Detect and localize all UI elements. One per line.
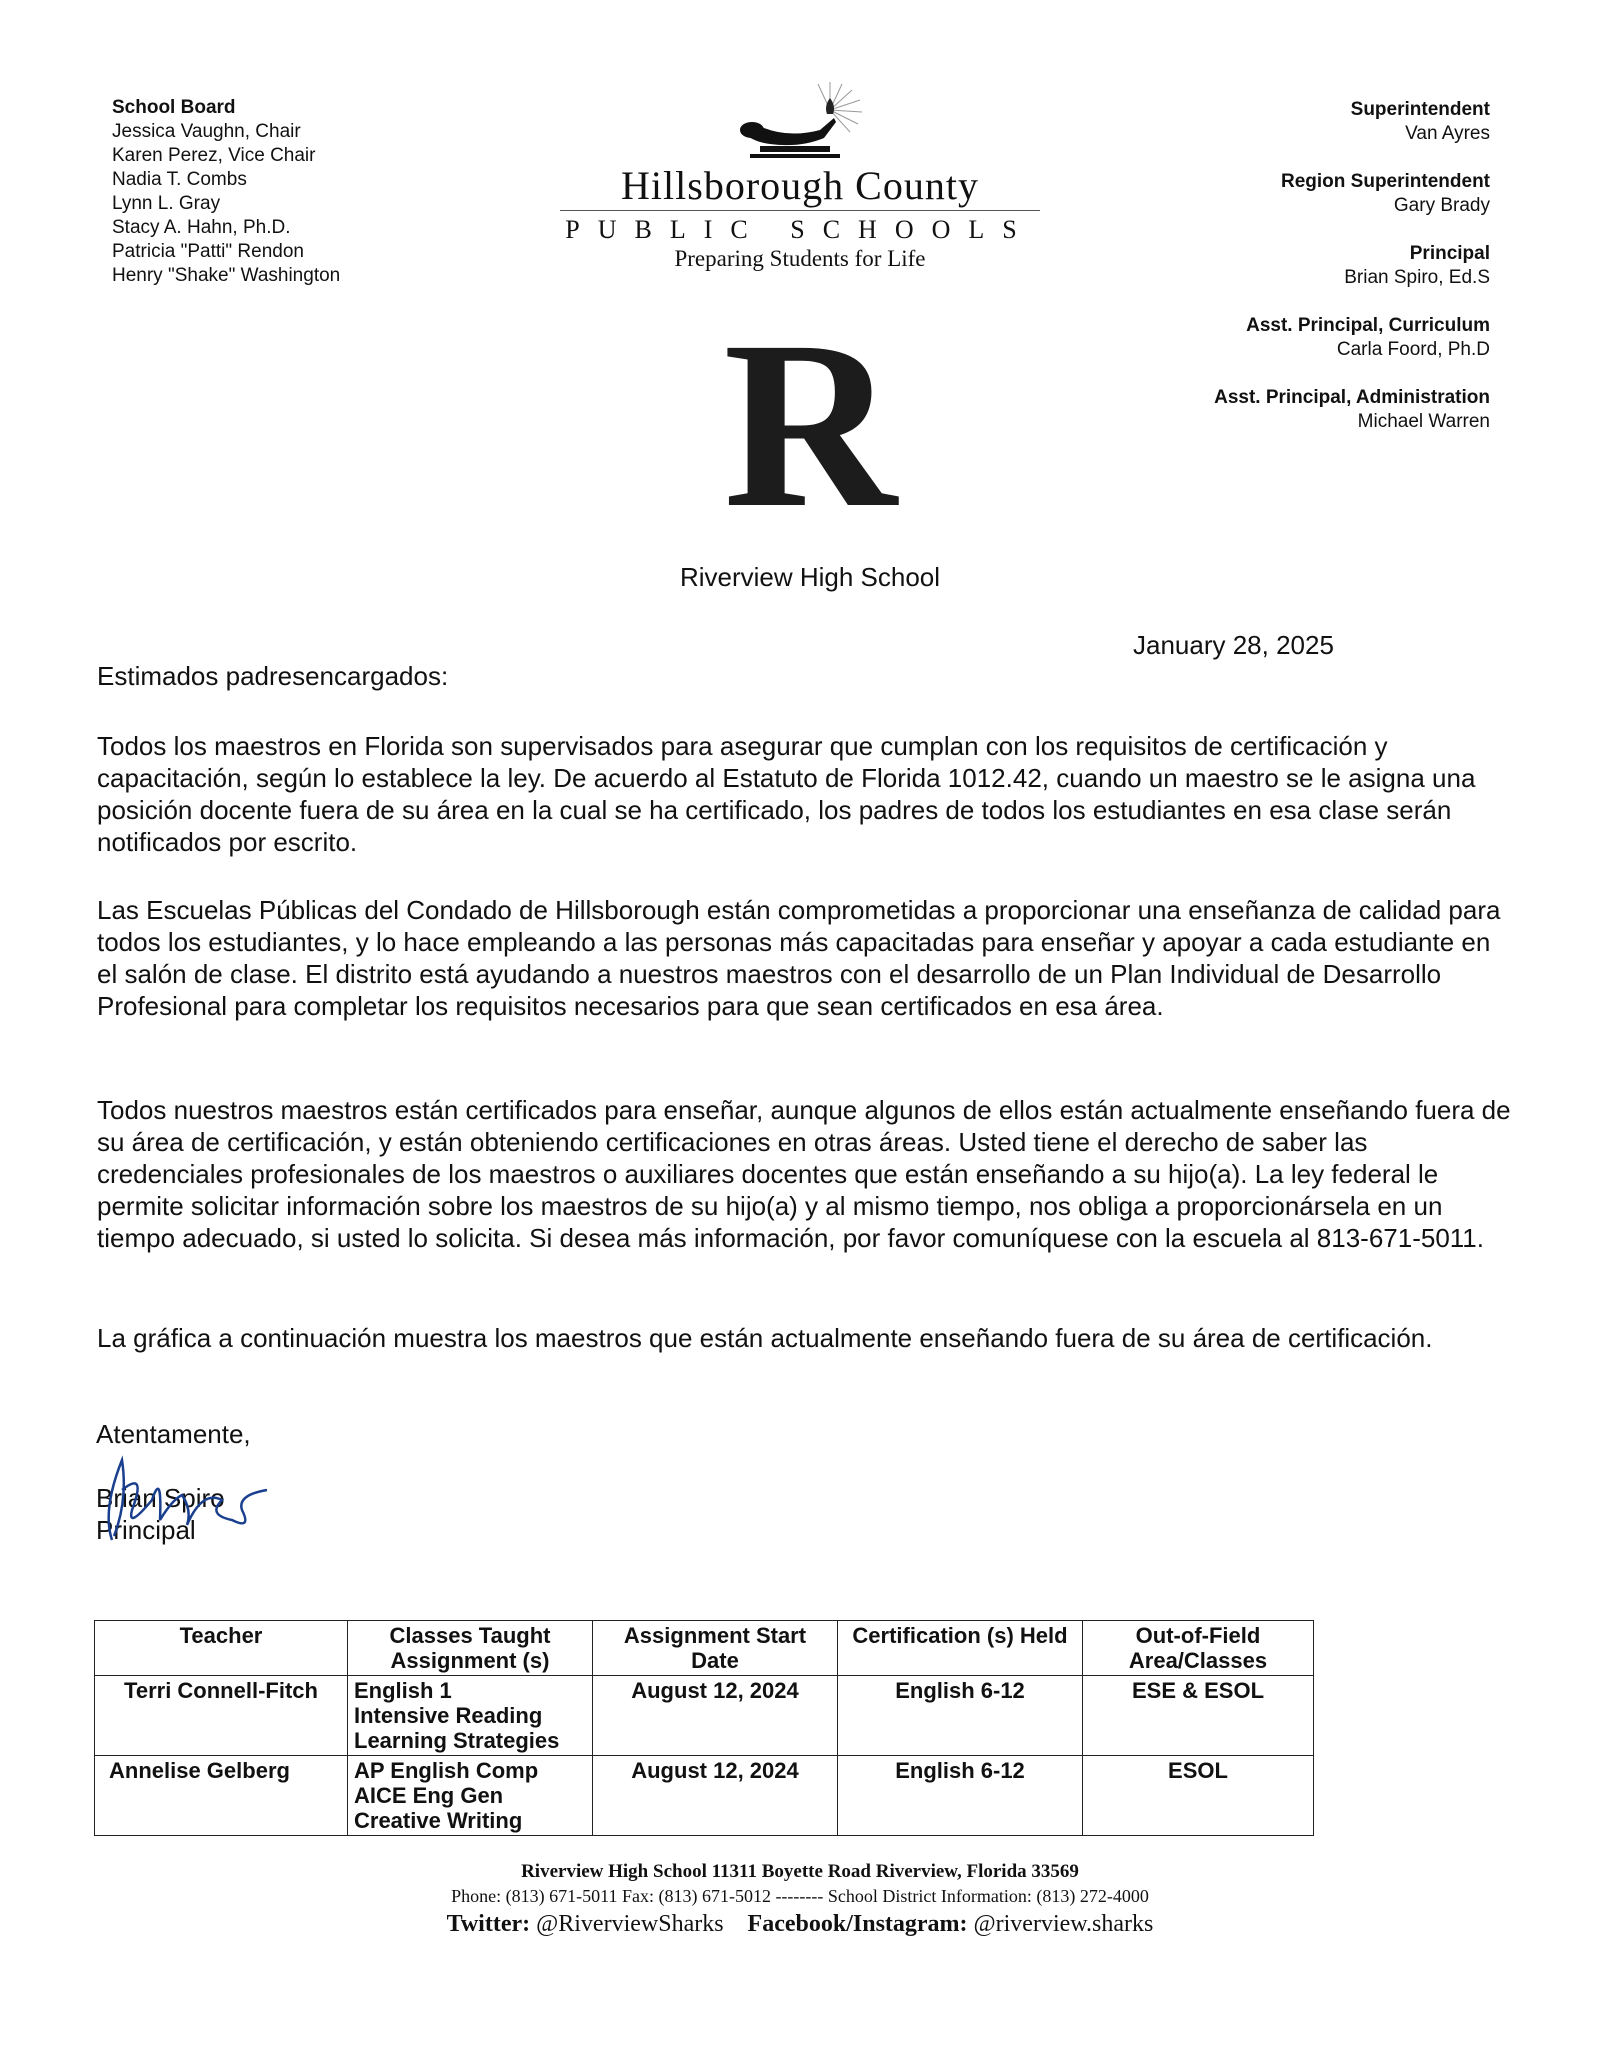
letter-date: January 28, 2025 (1133, 630, 1334, 660)
col-out-of-field: Out-of-Field Area/Classes (1083, 1621, 1314, 1676)
facebook-handle[interactable]: @riverview.sharks (973, 1911, 1154, 1937)
admin-title: Region Superintendent (1281, 171, 1490, 192)
paragraph-1: Todos los maestros en Florida son supervisados para asegurar que cumplan con los requisitos de certificación y capacitación, según lo establece la ley. De acuerdo al Estatuto de Florida 1012.42, cuando un maestro se le asigna una posición docente fuera de su área en la cual se ha certificado, los padres de todos los estudiantes en esa clase serán notificados por escrito. (97, 731, 1476, 857)
admin-name: Brian Spiro, Ed.S (1344, 267, 1490, 288)
closing: Atentamente, (96, 1419, 251, 1449)
teacher-cell: Terri Connell-Fitch (95, 1676, 348, 1756)
certification-cell: English 6-12 (838, 1676, 1083, 1756)
district-name: Hillsborough County (621, 163, 979, 208)
signer-name: Brian Spiro (96, 1483, 225, 1513)
footer-address: Riverview High School 11311 Boyette Road Riverview, Florida 33569 (521, 1861, 1079, 1882)
start-date-cell: August 12, 2024 (593, 1756, 838, 1836)
admin-name: Van Ayres (1405, 123, 1490, 144)
admin-name: Gary Brady (1393, 195, 1490, 216)
classes-cell (348, 1676, 593, 1756)
board-member: Nadia T. Combs (112, 169, 247, 190)
admin-title: Asst. Principal, Curriculum (1246, 315, 1490, 336)
salutation: Estimados padresencargados: (97, 661, 449, 691)
admin-entry (1214, 314, 1490, 362)
admin-title: Principal (1409, 243, 1490, 264)
class-item: AP English Comp (354, 1758, 539, 1783)
paragraph-3: Todos nuestros maestros están certificados para enseñar, aunque algunos de ellos están actualmente enseñando fuera de su área de certificación, y están obteniendo certificaciones en otras áreas. Usted tiene el derecho de saber las credenciales profesionales de los maestros o auxiliares docentes que están enseñando a su hijo(a). La ley federal le permite solicitar información sobre los maestros de su hijo(a) y al mismo tiempo, nos obliga a proporcionársela en un tiempo adecuado, si usted lo solicita. Si desea más información, por favor comuníquese con la escuela al 813-671-5011. (97, 1095, 1511, 1253)
admin-name: Michael Warren (1357, 411, 1490, 432)
district-subtitle: PUBLIC SCHOOLS (560, 210, 1040, 245)
class-item: AICE Eng Gen (354, 1783, 504, 1808)
board-member: Jessica Vaughn, Chair (112, 121, 301, 142)
teacher-cell: Annelise Gelberg (95, 1756, 348, 1836)
school-name: Riverview High School (679, 562, 941, 592)
district-logo (560, 80, 1040, 273)
col-certification: Certification (s) Held (838, 1621, 1083, 1676)
board-member: Stacy A. Hahn, Ph.D. (112, 217, 291, 238)
footer-phone: Phone: (813) 671-5011 Fax: (813) 671-5012 -------- School District Information: (813) 272-4000 (451, 1886, 1149, 1906)
footer (300, 1860, 1300, 1940)
facebook-label: Facebook/Instagram: (747, 1911, 968, 1937)
certification-cell: English 6-12 (838, 1756, 1083, 1836)
col-teacher: Teacher (95, 1621, 348, 1676)
admin-title: Asst. Principal, Administration (1214, 387, 1490, 408)
col-start-date: Assignment Start Date (593, 1621, 838, 1676)
board-member: Henry "Shake" Washington (112, 265, 341, 286)
col-classes: Classes Taught Assignment (s) (348, 1621, 593, 1676)
table-header-row (95, 1621, 1314, 1676)
admin-entry (1214, 242, 1490, 290)
district-tagline: Preparing Students for Life (674, 246, 926, 271)
admin-name: Carla Foord, Ph.D (1336, 339, 1490, 360)
twitter-label: Twitter: (446, 1911, 531, 1937)
out-of-field-table (94, 1620, 1314, 1836)
school-logo-letter: R (723, 315, 897, 535)
board-member: Lynn L. Gray (112, 193, 221, 214)
school-board-list (112, 96, 340, 288)
twitter-handle[interactable]: @RiverviewSharks (536, 1911, 724, 1937)
out-of-field-cell: ESE & ESOL (1083, 1676, 1314, 1756)
class-item: Learning Strategies (354, 1728, 560, 1753)
board-member: Patricia "Patti" Rendon (112, 241, 304, 262)
class-item: English 1 (354, 1678, 452, 1703)
out-of-field-cell: ESOL (1083, 1756, 1314, 1836)
signer-title: Principal (96, 1515, 196, 1545)
admin-entry (1214, 170, 1490, 218)
signature (92, 1440, 292, 1550)
lamp-icon (730, 80, 870, 162)
footer-social (300, 1908, 1300, 1940)
paragraph-2: Las Escuelas Públicas del Condado de Hillsborough están comprometidas a proporcionar una enseñanza de calidad para todos los estudiantes, y lo hace empleando a las personas más capacitadas para enseñar y apoyar a cada estudiante en el salón de clase. El distrito está ayudando a nuestros maestros con el desarrollo de un Plan Individual de Desarrollo Profesional para completar los requisitos necesarios para que sean certificados en esa área. (97, 895, 1501, 1021)
admin-entry (1214, 386, 1490, 434)
table-row (95, 1676, 1314, 1756)
admin-entry (1214, 98, 1490, 146)
classes-cell (348, 1756, 593, 1836)
admin-title: Superintendent (1350, 99, 1490, 120)
school-board-heading: School Board (112, 97, 236, 118)
board-member: Karen Perez, Vice Chair (112, 145, 316, 166)
class-item: Creative Writing (354, 1808, 523, 1833)
school-logo (700, 315, 920, 535)
table-row (95, 1756, 1314, 1836)
paragraph-4: La gráfica a continuación muestra los maestros que están actualmente enseñando fuera de su área de certificación. (97, 1323, 1433, 1353)
administration-list (1214, 98, 1490, 458)
class-item: Intensive Reading (354, 1703, 543, 1728)
start-date-cell: August 12, 2024 (593, 1676, 838, 1756)
